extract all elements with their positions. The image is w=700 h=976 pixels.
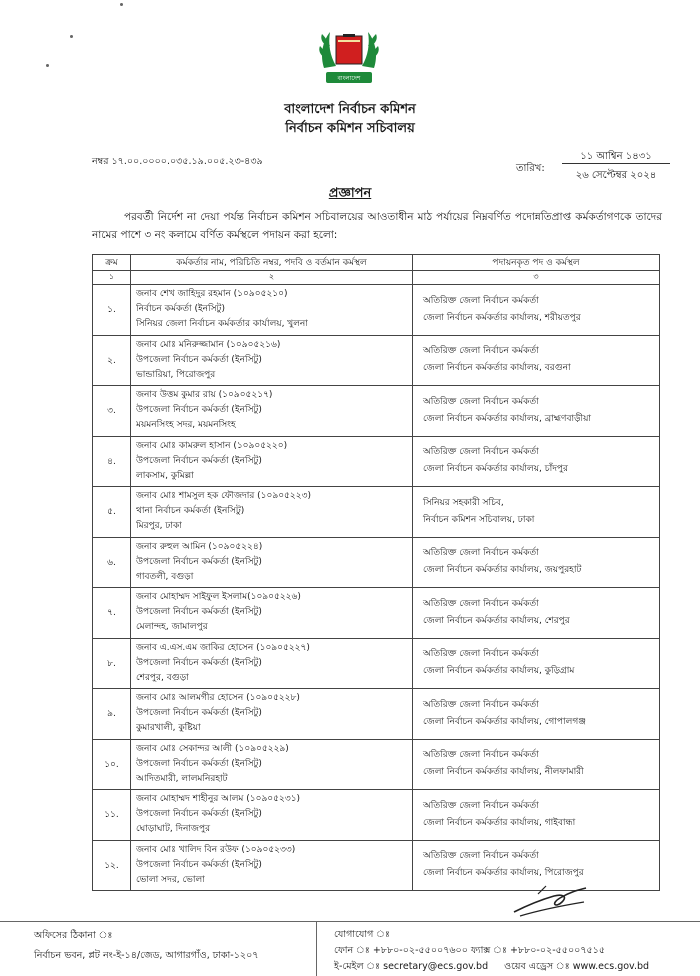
officer-name: জনাব মোঃ আলমগীর হোসেন (১০৯০৫২২৮): [136, 693, 300, 704]
posting-details: [413, 335, 660, 386]
officer-designation: উপজেলা নির্বাচন কর্মকর্তা (ইনসিটু): [136, 556, 262, 567]
footer-divider-line: [0, 921, 700, 922]
officer-designation: উপজেলা নির্বাচন কর্মকর্তা (ইনসিটু): [136, 607, 262, 618]
row-serial: ৮.: [93, 638, 131, 689]
email-web-line: [334, 960, 649, 975]
officer-current-workplace: ময়মনসিংহ সদর, ময়মনসিংহ: [136, 420, 236, 431]
posting-details: [413, 689, 660, 740]
row-serial: ২.: [93, 335, 131, 386]
officer-details: [131, 386, 413, 437]
table-row: [93, 638, 660, 689]
posting-designation: অতিরিক্ত জেলা নির্বাচন কর্মকর্তা: [423, 295, 539, 306]
posting-details: [413, 638, 660, 689]
table-row: [93, 588, 660, 639]
signature-mark: [510, 882, 590, 918]
posting-office: জেলা নির্বাচন কর্মকর্তার কার্যালয়, চাঁদপুর: [423, 464, 568, 475]
officer-designation: থানা নির্বাচন কর্মকর্তা (ইনসিটু): [136, 506, 245, 517]
date-english: ২৬ সেপ্টেম্বর ২০২৪: [575, 170, 657, 181]
posting-designation: অতিরিক্ত জেলা নির্বাচন কর্মকর্তা: [423, 447, 539, 458]
posting-office: জেলা নির্বাচন কর্মকর্তার কার্যালয়, পিরোজপুর: [423, 868, 584, 879]
column-number: ১: [93, 271, 131, 285]
office-address-label: অফিসের ঠিকানা ঃ: [34, 930, 113, 941]
posting-office: জেলা নির্বাচন কর্মকর্তার কার্যালয়, শেরপুর: [423, 615, 570, 626]
officer-designation: উপজেলা নির্বাচন কর্মকর্তা (ইনসিটু): [136, 405, 262, 416]
officer-designation: উপজেলা নির্বাচন কর্মকর্তা (ইনসিটু): [136, 708, 262, 719]
contact-label: যোগাযোগ ঃ: [334, 929, 390, 940]
row-serial: ৫.: [93, 487, 131, 538]
officer-designation: উপজেলা নির্বাচন কর্মকর্তা (ইনসিটু): [136, 354, 262, 365]
election-commission-logo-icon: [316, 26, 382, 92]
officer-details: [131, 790, 413, 841]
posting-office: জেলা নির্বাচন কর্মকর্তার কার্যালয়, ব্রাহ্মণবাড়ীয়া: [423, 413, 592, 424]
officer-details: [131, 840, 413, 891]
officer-current-workplace: সিনিয়র জেলা নির্বাচন কর্মকর্তার কার্যালয়, খুলনা: [136, 319, 308, 330]
column-number: ২: [131, 271, 413, 285]
table-row: [93, 386, 660, 437]
posting-office: জেলা নির্বাচন কর্মকর্তার কার্যালয়, জয়পুরহাট: [423, 565, 582, 576]
table-header-row: [93, 255, 660, 271]
scan-dot: [46, 64, 49, 67]
table-row: [93, 487, 660, 538]
posting-designation: অতিরিক্ত জেলা নির্বাচন কর্মকর্তা: [423, 800, 539, 811]
officer-designation: নির্বাচন কর্মকর্তা (ইনসিটু): [136, 304, 225, 315]
posting-details: [413, 537, 660, 588]
officer-details: [131, 335, 413, 386]
posting-office: জেলা নির্বাচন কর্মকর্তার কার্যালয়, নীলফামারী: [423, 767, 584, 778]
posting-designation: অতিরিক্ত জেলা নির্বাচন কর্মকর্তা: [423, 699, 539, 710]
posting-designation: অতিরিক্ত জেলা নির্বাচন কর্মকর্তা: [423, 548, 539, 559]
posting-office: জেলা নির্বাচন কর্মকর্তার কার্যালয়, কুড়িগ্রাম: [423, 666, 575, 677]
officer-current-workplace: ভান্ডারিয়া, পিরোজপুর: [136, 369, 216, 380]
officer-name: জনাব মোঃ কামরুল হাসান (১০৯০৫২২০): [136, 440, 288, 451]
posting-table: [92, 254, 660, 891]
officer-name: জনাব মোহাম্মদ শাহীনুর আলম (১০৯০৫২৩১): [136, 794, 301, 805]
officer-name: জনাব রুহুল আমিন (১০৯০৫২২৪): [136, 541, 263, 552]
email-link[interactable]: ই-মেইল ঃ secretary@ecs.gov.bd: [334, 961, 489, 972]
posting-designation: অতিরিক্ত জেলা নির্বাচন কর্মকর্তা: [423, 851, 539, 862]
officer-designation: উপজেলা নির্বাচন কর্মকর্তা (ইনসিটু): [136, 758, 262, 769]
posting-designation: অতিরিক্ত জেলা নির্বাচন কর্মকর্তা: [423, 346, 539, 357]
officer-name: জনাব শেখ জাহিদুর রহমান (১০৯০৫২১০): [136, 289, 288, 300]
officer-details: [131, 588, 413, 639]
table-row: [93, 335, 660, 386]
posting-details: [413, 739, 660, 790]
table-row: [93, 689, 660, 740]
organization-name: বাংলাদেশ নির্বাচন কমিশন: [284, 102, 416, 117]
officer-details: [131, 638, 413, 689]
posting-details: [413, 588, 660, 639]
scan-dot: [120, 3, 123, 6]
posting-office: জেলা নির্বাচন কর্মকর্তার কার্যালয়, গোপালগঞ্জ: [423, 716, 586, 727]
officer-current-workplace: মেলান্দহ, জামালপুর: [136, 622, 208, 633]
posting-designation: অতিরিক্ত জেলা নির্বাচন কর্মকর্তা: [423, 598, 539, 609]
posting-details: [413, 436, 660, 487]
header-officer-details: কর্মকর্তার নাম, পরিচিতি নম্বর, পদবি ও বর্তমান কর্মস্থল: [131, 255, 413, 271]
officer-details: [131, 285, 413, 336]
posting-designation: অতিরিক্ত জেলা নির্বাচন কর্মকর্তা: [423, 396, 539, 407]
officer-name: জনাব মোঃ মনিরুজ্জামান (১০৯০৫২১৬): [136, 339, 281, 350]
officer-name: জনাব উত্তম কুমার রায় (১০৯০৫২১৭): [136, 390, 273, 401]
website-link[interactable]: ওয়েব এড্রেস ঃ www.ecs.gov.bd: [504, 961, 650, 972]
footer-column-divider: [316, 921, 317, 976]
officer-current-workplace: লাকসাম, কুমিল্লা: [136, 470, 194, 481]
posting-details: [413, 790, 660, 841]
officer-name: জনাব মোঃ শামসুল হক ফৌজদার (১০৯০৫২২৩): [136, 491, 311, 502]
officer-details: [131, 739, 413, 790]
officer-details: [131, 537, 413, 588]
officer-current-workplace: গাবতলী, বগুড়া: [136, 571, 194, 582]
table-row: [93, 436, 660, 487]
table-row: [93, 285, 660, 336]
officer-designation: উপজেলা নির্বাচন কর্মকর্তা (ইনসিটু): [136, 859, 262, 870]
scan-dot: [70, 35, 73, 38]
column-number-row: [93, 271, 660, 285]
row-serial: ১২.: [93, 840, 131, 891]
table-row: [93, 537, 660, 588]
row-serial: ৯.: [93, 689, 131, 740]
secretariat-name: নির্বাচন কমিশন সচিবালয়: [285, 121, 415, 136]
table-row: [93, 790, 660, 841]
row-serial: ১১.: [93, 790, 131, 841]
posting-office: নির্বাচন কমিশন সচিবালয়, ঢাকা: [423, 514, 535, 525]
officer-name: জনাব মোহাম্মদ সাইফুল ইসলাম(১০৯০৫২২৬): [136, 592, 301, 603]
row-serial: ১০.: [93, 739, 131, 790]
officer-name: জনাব মোঃ সেকান্দর আলী (১০৯০৫২২৯): [136, 743, 289, 754]
logo-ribbon-text: বাংলাদেশ: [337, 75, 361, 82]
officer-current-workplace: ভোলা সদর, ভোলা: [136, 874, 205, 885]
row-serial: ৬.: [93, 537, 131, 588]
phone-fax: ফোন ঃ +৮৮০-০২-৫৫০০৭৬০০ ফ্যাক্স ঃ +৮৮০-০২-৫৫০০৭৫১৫: [334, 945, 605, 956]
memo-number: নম্বর ১৭.০০.০০০০.০৩৫.১৯.০০৫.২৩-৪৩৯: [92, 156, 263, 167]
row-serial: ৭.: [93, 588, 131, 639]
officer-details: [131, 689, 413, 740]
header-posting: পদায়নকৃত পদ ও কর্মস্থল: [413, 255, 660, 271]
header-serial: ক্রম: [93, 255, 131, 271]
posting-details: [413, 386, 660, 437]
date-block: [562, 149, 670, 185]
document-title: প্রজ্ঞাপন: [328, 186, 372, 201]
officer-designation: উপজেলা নির্বাচন কর্মকর্তা (ইনসিটু): [136, 657, 262, 668]
table-row: [93, 739, 660, 790]
posting-office: জেলা নির্বাচন কর্মকর্তার কার্যালয়, বরগুনা: [423, 363, 571, 374]
office-address: নির্বাচন ভবন, প্লট নং-ই-১৪/জেড, আগারগাঁও, ঢাকা-১২০৭: [34, 950, 259, 961]
posting-office: জেলা নির্বাচন কর্মকর্তার কার্যালয়, শরীয়তপুর: [423, 312, 581, 323]
officer-current-workplace: শেরপুর, বগুড়া: [136, 672, 189, 683]
posting-office: জেলা নির্বাচন কর্মকর্তার কার্যালয়, গাইবান্ধা: [423, 817, 576, 828]
officer-name: জনাব এ.এস.এম জাকির হোসেন (১০৯০৫২২৭): [136, 642, 310, 653]
posting-designation: অতিরিক্ত জেলা নির্বাচন কর্মকর্তা: [423, 750, 539, 761]
row-serial: ১.: [93, 285, 131, 336]
officer-designation: উপজেলা নির্বাচন কর্মকর্তা (ইনসিটু): [136, 455, 262, 466]
posting-details: [413, 487, 660, 538]
column-number: ৩: [413, 271, 660, 285]
date-bangla: ১১ আশ্বিন ১৪৩১: [562, 149, 670, 164]
row-serial: ৪.: [93, 436, 131, 487]
date-label: তারিখ:: [516, 163, 545, 174]
officer-name: জনাব মোঃ খালিদ বিন রউফ (১০৯০৫২৩৩): [136, 844, 296, 855]
officer-current-workplace: কুমারখালী, কুষ্টিয়া: [136, 723, 201, 734]
officer-current-workplace: ঘোড়াঘাট, দিনাজপুর: [136, 824, 211, 835]
officer-current-workplace: আদিতমারী, লালমনিরহাট: [136, 773, 228, 784]
intro-paragraph: পরবর্তী নির্দেশ না দেয়া পর্যন্ত নির্বাচন কমিশন সচিবালয়ের আওতাধীন মাঠ পর্যায়ের নিম্নবর্ণিত পদোন্নতিপ্রাপ্ত কর্মকর্তাগণকে তাদের নামের পাশে ৩ নং কলামে বর্ণিত কর্মস্থলে পদায়ন করা হলো:: [92, 211, 662, 241]
officer-details: [131, 436, 413, 487]
posting-designation: অতিরিক্ত জেলা নির্বাচন কর্মকর্তা: [423, 649, 539, 660]
posting-designation: সিনিয়র সহকারী সচিব,: [423, 497, 504, 508]
officer-details: [131, 487, 413, 538]
row-serial: ৩.: [93, 386, 131, 437]
officer-current-workplace: মিরপুর, ঢাকা: [136, 521, 182, 532]
posting-details: [413, 285, 660, 336]
officer-designation: উপজেলা নির্বাচন কর্মকর্তা (ইনসিটু): [136, 809, 262, 820]
